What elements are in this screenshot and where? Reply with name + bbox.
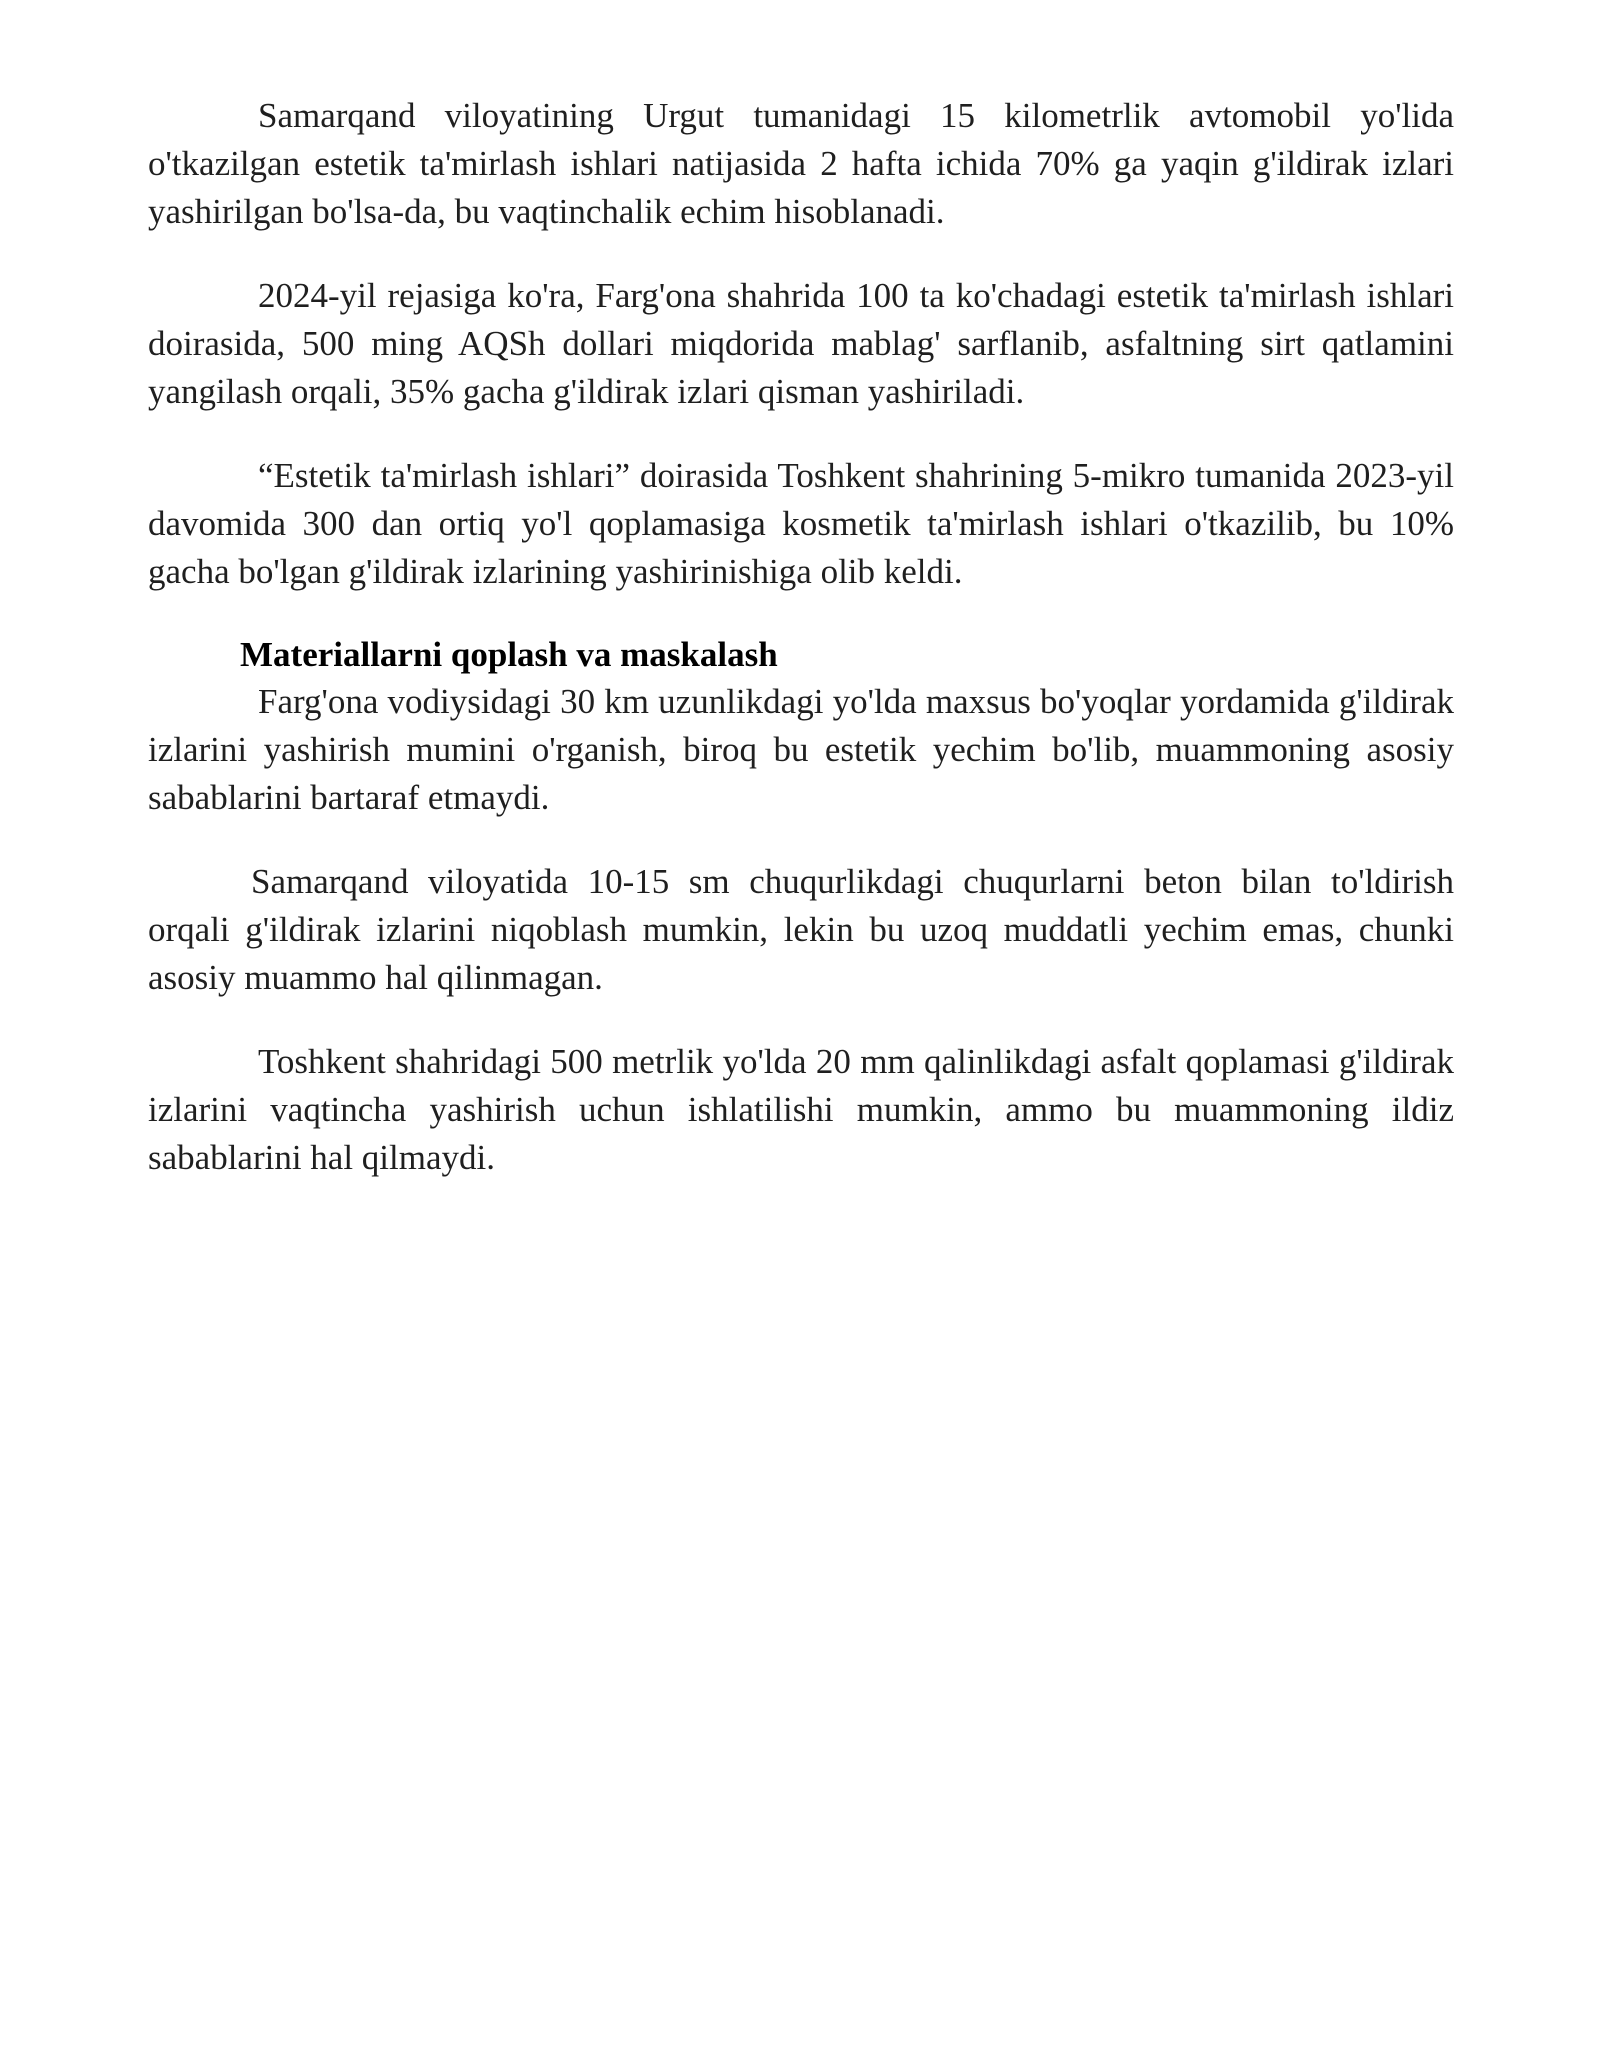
document-page: [148, 92, 1454, 1218]
paragraph-tashkent-cosmetic: “Estetik ta'mirlash ishlari” doirasida Toshkent shahrining 5-mikro tumanida 2023-yil davomida 300 dan ortiq yo'l qoplamasiga kosmetik ta'mirlash ishlari o'tkazilib, bu 10% gacha bo'lgan g'ildirak izlarining yashirinishiga olib keldi.: [148, 456, 1454, 591]
paragraph-fergana-plan: 2024-yil rejasiga ko'ra, Farg'ona shahrida 100 ta ko'chadagi estetik ta'mirlash ishlari doirasida, 500 ming AQSh dollari miqdorida mablag' sarflanib, asfaltning sirt qatlamini yangilash orqali, 35% gacha g'ildirak izlari qisman yashiriladi.: [148, 276, 1454, 411]
paragraph-fergana-valley-paint: Farg'ona vodiysidagi 30 km uzunlikdagi yo'lda maxsus bo'yoqlar yordamida g'ildirak izlarini yashirish mumini o'rganish, biroq bu estetik yechim bo'lib, muammoning asosiy sabablarini bartaraf etmaydi.: [148, 682, 1454, 817]
paragraph-urgut-repair: Samarqand viloyatining Urgut tumanidagi 15 kilometrlik avtomobil yo'lida o'tkazilgan estetik ta'mirlash ishlari natijasida 2 hafta ichida 70% ga yaqin g'ildirak izlari yashirilgan bo'lsa-da, bu vaqtinchalik echim hisoblanadi.: [148, 96, 1454, 231]
section-heading: Materiallarni qoplash va maskalash: [240, 635, 778, 674]
paragraph-samarkand-concrete: Samarqand viloyatida 10-15 sm chuqurlikdagi chuqurlarni beton bilan to'ldirish orqali g'ildirak izlarini niqoblash mumkin, lekin bu uzoq muddatli yechim emas, chunki asosiy muammo hal qilinmagan.: [148, 862, 1454, 997]
paragraph-tashkent-asphalt: Toshkent shahridagi 500 metrlik yo'lda 20 mm qalinlikdagi asfalt qoplamasi g'ildirak izlarini vaqtincha yashirish uchun ishlatilishi mumkin, ammo bu muammoning ildiz sabablarini hal qilmaydi.: [148, 1042, 1454, 1177]
